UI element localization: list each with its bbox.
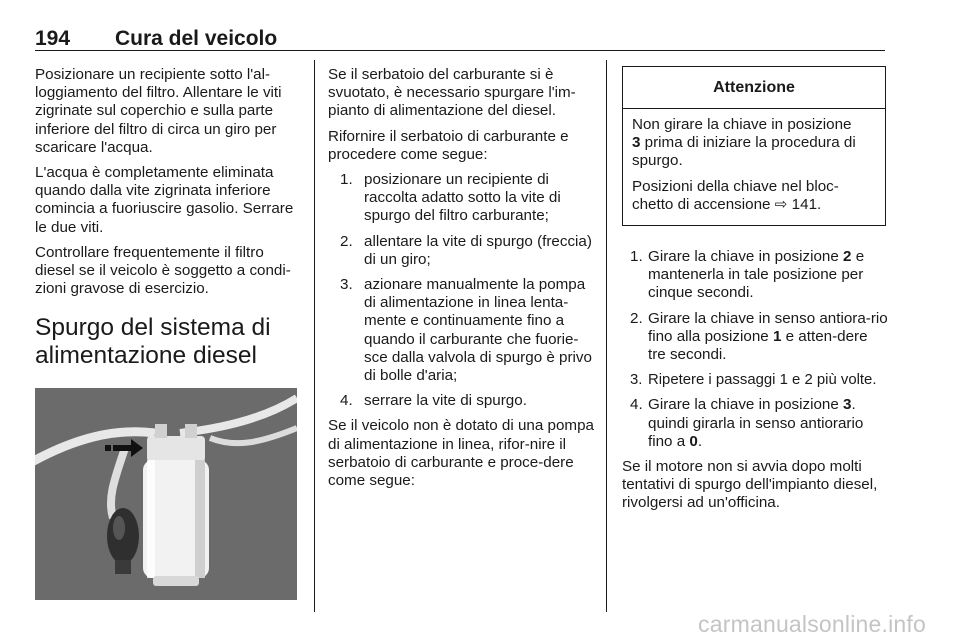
- page-number: 194: [35, 27, 71, 50]
- step-number: 1.: [630, 248, 643, 266]
- step-number: 2.: [630, 309, 643, 327]
- key-position: 0: [689, 432, 698, 450]
- attention-body: [623, 109, 885, 225]
- column-1: [35, 66, 303, 600]
- paragraph: Se il serbatoio del carburante si è svuotato, è necessario spurgare l'im-pianto di alimentazione del diesel.: [328, 66, 576, 120]
- key-procedure-list: [622, 248, 888, 451]
- list-item: [328, 171, 594, 226]
- step-number: 3.: [340, 276, 353, 294]
- step-text: Ripetere i passaggi 1 e 2 più volte.: [648, 372, 877, 389]
- step-text: . quindi girarla in senso antiorario fino a: [648, 396, 864, 450]
- watermark: carmanualsonline.info: [698, 611, 926, 637]
- fuel-filter-illustration: [35, 388, 297, 600]
- chapter-title: Cura del veicolo: [115, 27, 278, 50]
- step-text: Girare la chiave in posizione: [648, 396, 844, 414]
- text-run: prima di iniziare la procedura di spurgo.: [632, 134, 856, 170]
- column-2: [328, 66, 594, 497]
- step-text: Girare la chiave in posizione: [648, 248, 844, 266]
- list-item: [622, 396, 888, 451]
- page-header: [35, 27, 885, 51]
- paragraph: L'acqua è completamente eliminata quando dalla vite zigrinata inferiore comincia a fuoriuscire gasolio. Serrare le due viti.: [35, 164, 294, 236]
- key-position: 3: [843, 396, 852, 414]
- paragraph: Se il veicolo non è dotato di una pompa di alimentazione in linea, rifor-nire il serbatoio di carburante e proce-dere come segue:: [328, 417, 594, 490]
- step-text: serrare la vite di spurgo.: [364, 392, 527, 410]
- procedure-list: [328, 171, 594, 410]
- paragraph: Rifornire il serbatoio di carburante e procedere come segue:: [328, 127, 569, 163]
- text-run: Non girare la chiave in posizione: [632, 116, 852, 133]
- key-position-3: 3: [632, 134, 641, 152]
- fuel-filter-drawing: [35, 388, 297, 600]
- paragraph: Posizionare un recipiente sotto l'al-loggiamento del filtro. Allentare le viti zigrinate sul coperchio e sulla parte inferiore del filtro di circa un giro per scaricare l'acqua.: [35, 66, 282, 156]
- step-text: posizionare un recipiente di raccolta adatto sotto la vite di spurgo del filtro carburante;: [364, 171, 561, 225]
- list-item: [622, 310, 888, 365]
- list-item: [328, 233, 594, 269]
- key-position: 2: [843, 248, 852, 266]
- header-rule: [35, 50, 885, 51]
- step-text: allentare la vite di spurgo (freccia) di un giro;: [364, 232, 592, 268]
- column-3: [622, 66, 888, 520]
- step-text: e atten-dere tre secondi.: [648, 327, 868, 364]
- step-text: Girare la chiave in senso antiora-rio fino alla posizione: [648, 309, 888, 345]
- page-ref-link[interactable]: 141.: [791, 195, 822, 213]
- column-divider-2: [606, 60, 607, 612]
- step-number: 2.: [340, 232, 353, 250]
- text-run: Posizioni della chiave nel bloc-chetto di accensione: [632, 177, 839, 213]
- section-heading: Spurgo del sistema di alimentazione diesel: [35, 314, 271, 370]
- attention-box: [622, 66, 886, 226]
- attention-paragraph: [632, 116, 876, 171]
- column-divider-1: [314, 60, 315, 612]
- step-number: 3.: [630, 372, 643, 389]
- step-text: .: [697, 432, 703, 450]
- step-number: 4.: [630, 396, 643, 414]
- key-position: 1: [772, 327, 782, 345]
- paragraph: Controllare frequentemente il filtro diesel se il veicolo è soggetto a condi-zioni gravose di esercizio.: [35, 243, 291, 298]
- step-text: e mantenerla in tale posizione per cinque secondi.: [648, 248, 865, 302]
- step-number: 1.: [340, 171, 353, 189]
- page-ref-arrow-icon: ⇨: [774, 195, 788, 213]
- step-number: 4.: [340, 392, 353, 410]
- paragraph: Se il motore non si avvia dopo molti tentativi di spurgo dell'impianto diesel, rivolgersi ad un'officina.: [622, 458, 878, 512]
- attention-title: Attenzione: [623, 67, 885, 109]
- list-item: [328, 392, 594, 410]
- list-item: [622, 371, 888, 389]
- step-text: azionare manualmente la pompa di alimentazione in linea lenta-mente e continuamente fino a quando il carburante che fuorie-sce dalla valvola di spurgo è privo di bolle d'aria;: [364, 276, 592, 385]
- attention-paragraph: [632, 178, 876, 214]
- list-item: [328, 276, 594, 385]
- list-item: [622, 248, 888, 303]
